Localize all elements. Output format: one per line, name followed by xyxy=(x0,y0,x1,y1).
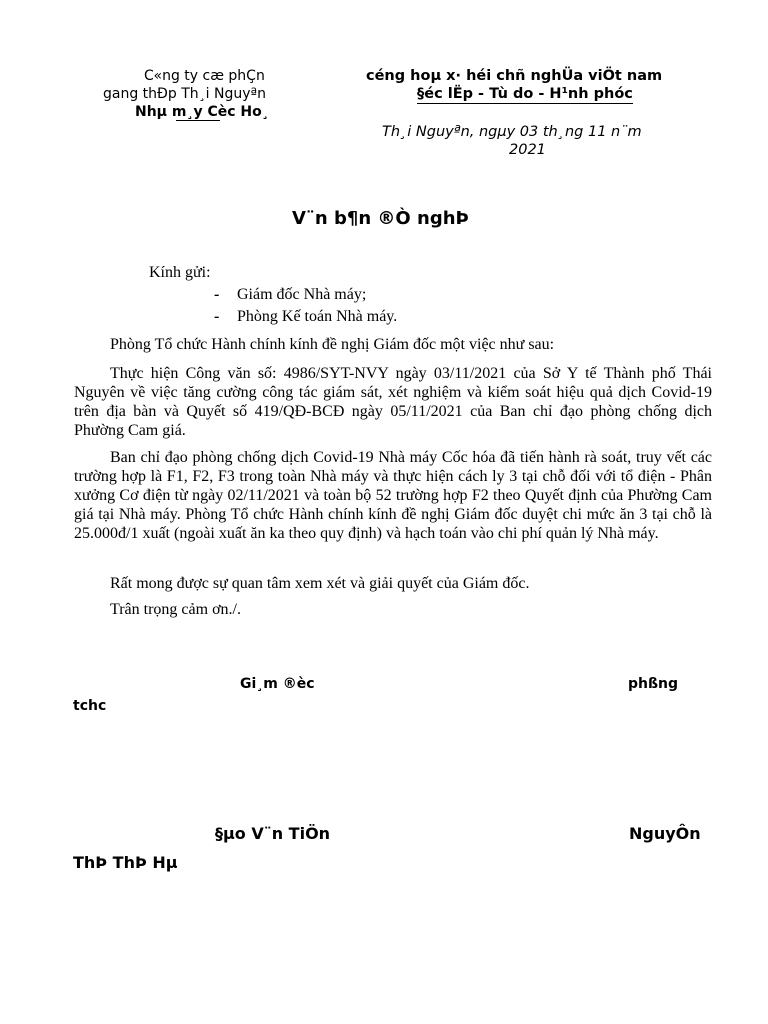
signature-role-director: Gi¸m ®èc xyxy=(240,676,315,692)
signature-name-director: §µo V¨n TiÖn xyxy=(215,824,331,843)
recipient-item: Phòng Kế toán Nhà máy. xyxy=(237,308,398,325)
bullet-dash: - xyxy=(214,286,220,303)
bullet-dash: - xyxy=(214,308,220,325)
date-year: 2021 xyxy=(509,142,546,158)
recipient-label: Kính gửi: xyxy=(149,264,211,281)
body-paragraph-closing: Rất mong được sự quan tâm xem xét và giải quyết của Giám đốc. xyxy=(110,575,530,592)
document-title: V¨n b¶n ®Ò nghÞ xyxy=(292,208,469,229)
signature-role-department-cont: tchc xyxy=(73,698,107,714)
national-title: céng hoµ x· héi chñ nghÜa viÖt nam xyxy=(366,68,663,84)
company-name: C«ng ty cæ phÇn xyxy=(144,68,265,84)
body-paragraph-request: Ban chỉ đạo phòng chống dịch Covid-19 Nhà máy Cốc hóa đã tiến hành rà soát, truy vết các trường hợp là F1, F2, F3 trong toàn Nhà máy và thực hiện cách ly 3 tại chỗ đối với tổ điện - Phân xưởng Cơ điện từ ngày 02/11/2021 và toàn bộ 52 trường hợp F2 theo Quyết định của Phường Cam giá tại Nhà máy. Phòng Tổ chức Hành chính kính đề nghị Giám đốc duyệt chi mức ăn 3 tại chỗ là 25.000đ/1 xuất (ngoài xuất ăn ka theo quy định) và hạch toán vào chi phí quản lý Nhà máy. xyxy=(74,449,712,542)
company-group: gang thÐp Th¸i Nguyªn xyxy=(103,86,266,102)
signature-name-department-cont: ThÞ ThÞ Hµ xyxy=(73,853,178,872)
recipient-item: Giám đốc Nhà máy; xyxy=(237,286,367,303)
body-paragraph-thanks: Trân trọng cảm ơn./. xyxy=(110,601,241,618)
factory-name: Nhµ m¸y Cèc Ho¸ xyxy=(135,104,269,120)
header-left-underline xyxy=(176,120,220,121)
date-line: Th¸i Nguyªn, ngµy 03 th¸ng 11 n¨m xyxy=(382,124,642,140)
body-paragraph-intro: Phòng Tổ chức Hành chính kính đề nghị Giám đốc một việc như sau: xyxy=(110,336,555,353)
body-paragraph-basis: Thực hiện Công văn số: 4986/SYT-NVY ngày 03/11/2021 của Sở Y tế Thành phố Thái Nguyên về việc tăng cường công tác giám sát, xét nghiệm và kiểm soát hiệu quả dịch Covid-19 trên địa bàn và Quyết số 419/QĐ-BCĐ ngày 05/11/2021 của Ban chỉ đạo phòng chống dịch Phường Cam giá. xyxy=(74,365,712,439)
signature-role-department: phßng xyxy=(628,676,679,692)
national-motto: §éc lËp - Tù do - H¹nh phóc xyxy=(417,86,633,102)
signature-name-department: NguyÔn xyxy=(629,824,701,843)
